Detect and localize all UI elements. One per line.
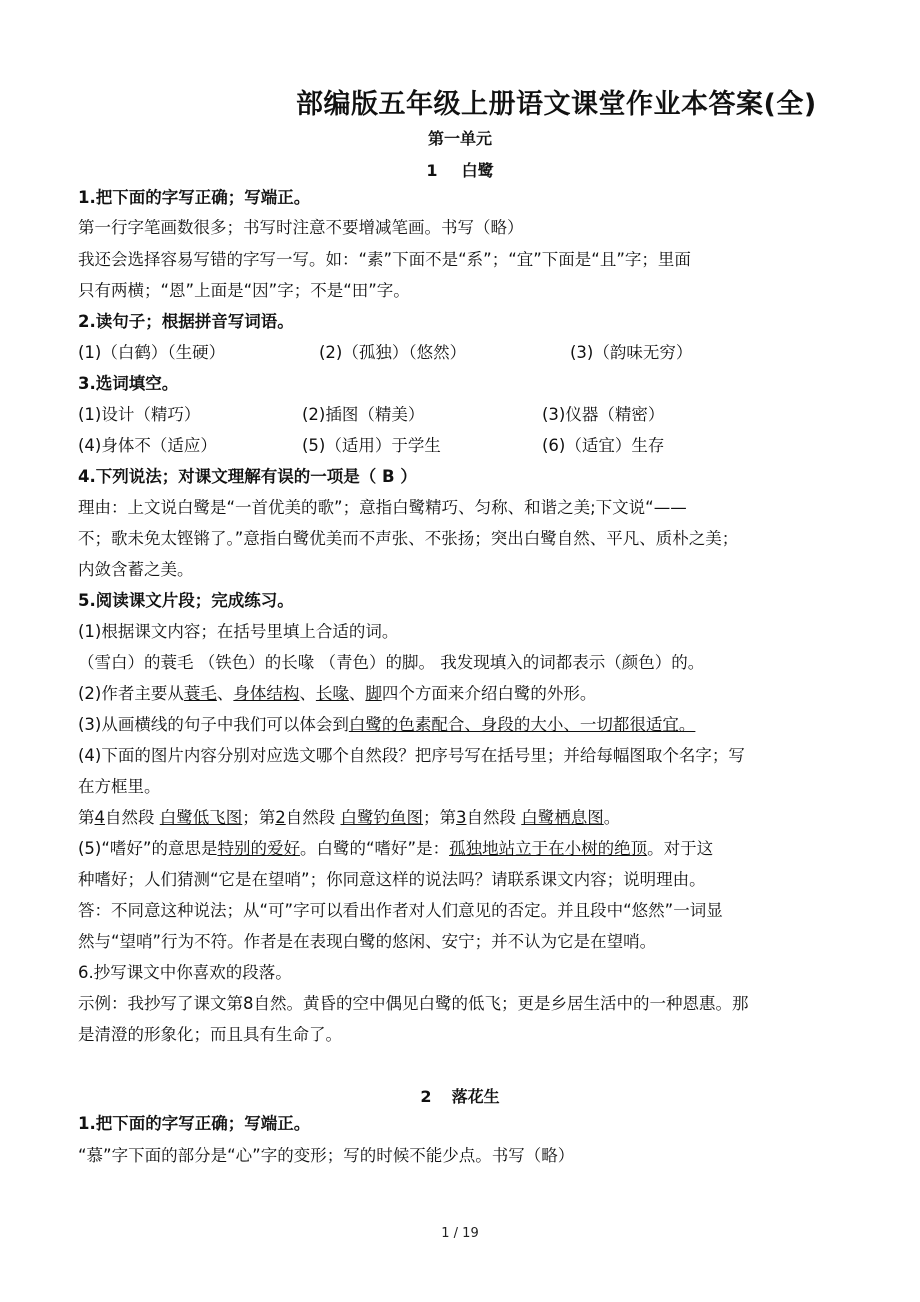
q5-4-text: ；第 (423, 808, 456, 827)
q5-5-answer-1: 特别的爱好 (217, 839, 300, 858)
lesson1-name: 白鹭 (461, 161, 494, 180)
l1-q1-title: 1.把下面的字写正确；写端正。 (78, 188, 311, 207)
lesson2-number: 2 (420, 1087, 432, 1106)
q5-3-answer: 白鹭的色素配合、身段的大小、一切都很适宜。 (348, 715, 696, 734)
document-title: 部编版五年级上册语文课堂作业本答案(全) (296, 89, 817, 120)
l1-q5-2 (78, 682, 596, 706)
l1-q6-title: 6.抄写课文中你喜欢的段落。 (78, 963, 292, 982)
l1-q5-5-line2: 种嗜好；人们猜测“它是在望哨”；你同意这样的说法吗？请联系课文内容；说明理由。 (78, 870, 706, 889)
lesson1-number: 1 (426, 161, 438, 180)
q5-2-suffix: 四个方面来介绍白鹭的外形。 (381, 684, 597, 703)
q5-5-text: 。白鹭的“嗜好”是： (299, 839, 450, 858)
l1-q2-answer-c: (3)（韵味无穷） (570, 343, 693, 362)
q5-3-prefix: (3)从画横线的句子中我们可以体会到 (78, 715, 349, 734)
unit-heading: 第一单元 (427, 129, 492, 148)
lesson2-heading (0, 1084, 920, 1107)
q5-2-sep-3: 、 (348, 684, 366, 703)
l1-q3-answer-4: (4)身体不（适应） (78, 436, 217, 455)
q5-2-sep-2: 、 (299, 684, 316, 703)
q5-5-answer-2: 孤独地站立于在小树的绝顶 (449, 839, 648, 858)
l1-q3-answer-2: (2)插图（精美） (302, 405, 425, 424)
l1-q1-line3: 只有两横；“恩”上面是“因”字；不是“田”字。 (78, 281, 410, 300)
lesson1-heading (0, 158, 920, 181)
q5-2-answer-1: 蓑毛 (183, 684, 217, 703)
q5-4-para-3: 3 (456, 808, 467, 827)
q5-4-text: ；第 (242, 808, 276, 827)
lesson2-name: 落花生 (451, 1087, 500, 1106)
l1-q5-4-answers (78, 806, 620, 830)
page-number: 1 / 19 (441, 1226, 479, 1241)
q5-4-picture-name-1: 白鹭低飞图 (159, 808, 243, 827)
l1-q5-5-line1 (78, 837, 713, 861)
q5-4-text: 第 (78, 808, 95, 827)
q5-2-answer-4: 脚 (365, 684, 382, 703)
l1-q6-line2: 是清澄的形象化；而且具有生命了。 (78, 1025, 342, 1044)
l1-q5-4-line2: 在方框里。 (78, 777, 161, 796)
q5-4-text: 自然段 (466, 808, 522, 827)
l1-q4-line3: 内敛含蓄之美。 (78, 560, 194, 579)
l1-q3-answer-6: (6)（适宜）生存 (542, 436, 665, 455)
l1-q5-4-line1: (4)下面的图片内容分别对应选文哪个自然段？把序号写在括号里；并给每幅图取个名字；写 (78, 746, 745, 765)
l1-q5-5-line3: 答：不同意这种说法；从“可”字可以看出作者对人们意见的否定。并且段中“悠然”一词显 (78, 901, 723, 920)
l1-q4-line1: 理由：上文说白鹭是“一首优美的歌”；意指白鹭精巧、匀称、和谐之美;下文说“—— (78, 498, 687, 517)
l1-q1-line2: 我还会选择容易写错的字写一写。如：“素”下面不是“系”；“宜”下面是“且”字；里面 (78, 250, 691, 269)
l1-q4-title: 4.下列说法；对课文理解有误的一项是（ B ） (78, 467, 417, 486)
q5-4-text: 。 (603, 808, 621, 827)
l1-q3-title: 3.选词填空。 (78, 374, 179, 393)
q5-2-answer-2: 身体结构 (233, 684, 300, 703)
l1-q2-answer-b: (2)（孤独）（悠然） (319, 343, 467, 362)
q5-2-answer-3: 长喙 (315, 684, 349, 703)
q5-4-picture-name-3: 白鹭栖息图 (521, 808, 604, 827)
l1-q2-title: 2.读句子；根据拼音写词语。 (78, 312, 294, 331)
q5-4-text: 自然段 (285, 808, 341, 827)
l1-q2-answer-a: (1)（白鹤）（生硬） (78, 343, 226, 362)
q5-4-text: 自然段 (105, 808, 160, 827)
l1-q5-title: 5.阅读课文片段；完成练习。 (78, 591, 294, 610)
q5-2-prefix: (2)作者主要从 (78, 684, 184, 703)
l1-q3-answer-5: (5)（适用）于学生 (302, 436, 441, 455)
l1-q6-line1: 示例：我抄写了课文第8自然。黄昏的空中偶见白鹭的低飞；更是乡居生活中的一种恩惠。那 (78, 994, 749, 1013)
l1-q5-3 (78, 713, 695, 737)
q5-5-text: 。对于这 (647, 839, 714, 858)
l1-q5-1: (1)根据课文内容；在括号里填上合适的词。 (78, 622, 399, 641)
l2-q1-title: 1.把下面的字写正确；写端正。 (78, 1114, 311, 1133)
l1-q5-5-line4: 然与“望哨”行为不符。作者是在表现白鹭的悠闲、安宁；并不认为它是在望哨。 (78, 932, 657, 951)
q5-2-sep-1: 、 (216, 684, 234, 703)
l1-q3-answer-1: (1)设计（精巧） (78, 405, 201, 424)
q5-4-para-1: 4 (94, 808, 105, 827)
l1-q3-answer-3: (3)仪器（精密） (542, 405, 665, 424)
q5-4-picture-name-2: 白鹭钓鱼图 (340, 808, 423, 827)
l2-q1-line1: “慕”字下面的部分是“心”字的变形；写的时候不能少点。书写（略） (78, 1146, 575, 1165)
l1-q1-line1: 第一行字笔画数很多；书写时注意不要增减笔画。书写（略） (78, 218, 524, 237)
l1-q5-1-answers: （雪白）的蓑毛 （铁色）的长喙 （青色）的脚。 我发现填入的词都表示（颜色）的。 (78, 653, 705, 672)
q5-5-text: (5)“嗜好”的意思是 (78, 839, 218, 858)
q5-4-para-2: 2 (275, 808, 286, 827)
l1-q4-line2: 不；歌未免太铿锵了。”意指白鹭优美而不声张、不张扬；突出白鹭自然、平凡、质朴之美； (78, 529, 739, 548)
